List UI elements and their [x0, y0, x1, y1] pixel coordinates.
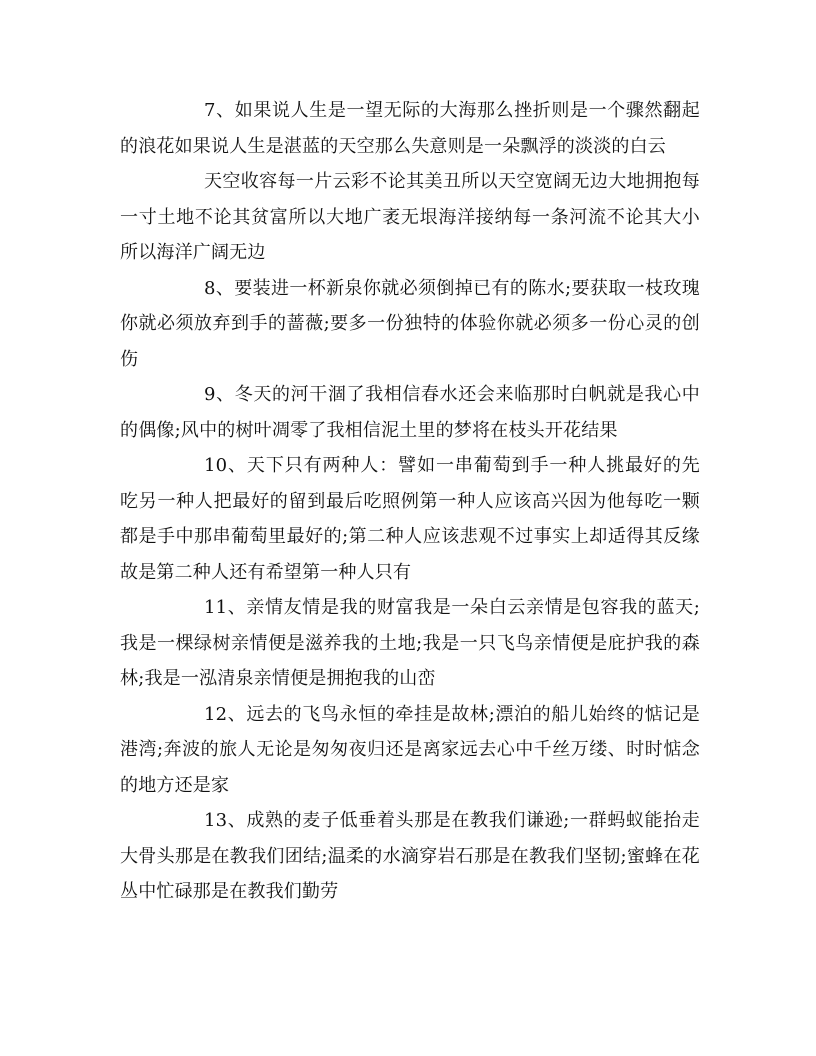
paragraph-11: 11、亲情友情是我的财富我是一朵白云亲情是包容我的蓝天;我是一棵绿树亲情便是滋养我的土地;我是一只飞鸟亲情便是庇护我的森林;我是一泓清泉亲情便是拥抱我的山峦 — [120, 597, 700, 689]
document-body — [120, 93, 700, 910]
paragraph-9: 9、冬天的河干涸了我相信春水还会来临那时白帆就是我心中的偶像;风中的树叶凋零了我相信泥土里的梦将在枝头开花结果 — [120, 384, 700, 441]
paragraph-13: 13、成熟的麦子低垂着头那是在教我们谦逊;一群蚂蚁能抬走大骨头那是在教我们团结;温柔的水滴穿岩石那是在教我们坚韧;蜜蜂在花丛中忙碌那是在教我们勤劳 — [120, 810, 700, 902]
paragraph-sky: 天空收容每一片云彩不论其美丑所以天空宽阔无边大地拥抱每一寸土地不论其贫富所以大地广袤无垠海洋接纳每一条河流不论其大小所以海洋广阔无边 — [120, 171, 700, 263]
paragraph-10: 10、天下只有两种人：譬如一串葡萄到手一种人挑最好的先吃另一种人把最好的留到最后吃照例第一种人应该高兴因为他每吃一颗都是手中那串葡萄里最好的;第二种人应该悲观不过事实上却适得其反缘故是第二种人还有希望第一种人只有 — [120, 455, 700, 583]
paragraph-8: 8、要装进一杯新泉你就必须倒掉已有的陈水;要获取一枝玫瑰你就必须放弃到手的蔷薇;要多一份独特的体验你就必须多一份心灵的创伤 — [120, 277, 700, 370]
paragraph-7: 7、如果说人生是一望无际的大海那么挫折则是一个骤然翻起的浪花如果说人生是湛蓝的天空那么失意则是一朵飘浮的淡淡的白云 — [120, 100, 700, 157]
paragraph-12: 12、远去的飞鸟永恒的牵挂是故林;漂泊的船儿始终的惦记是港湾;奔波的旅人无论是匆匆夜归还是离家远去心中千丝万缕、时时惦念的地方还是家 — [120, 703, 700, 796]
